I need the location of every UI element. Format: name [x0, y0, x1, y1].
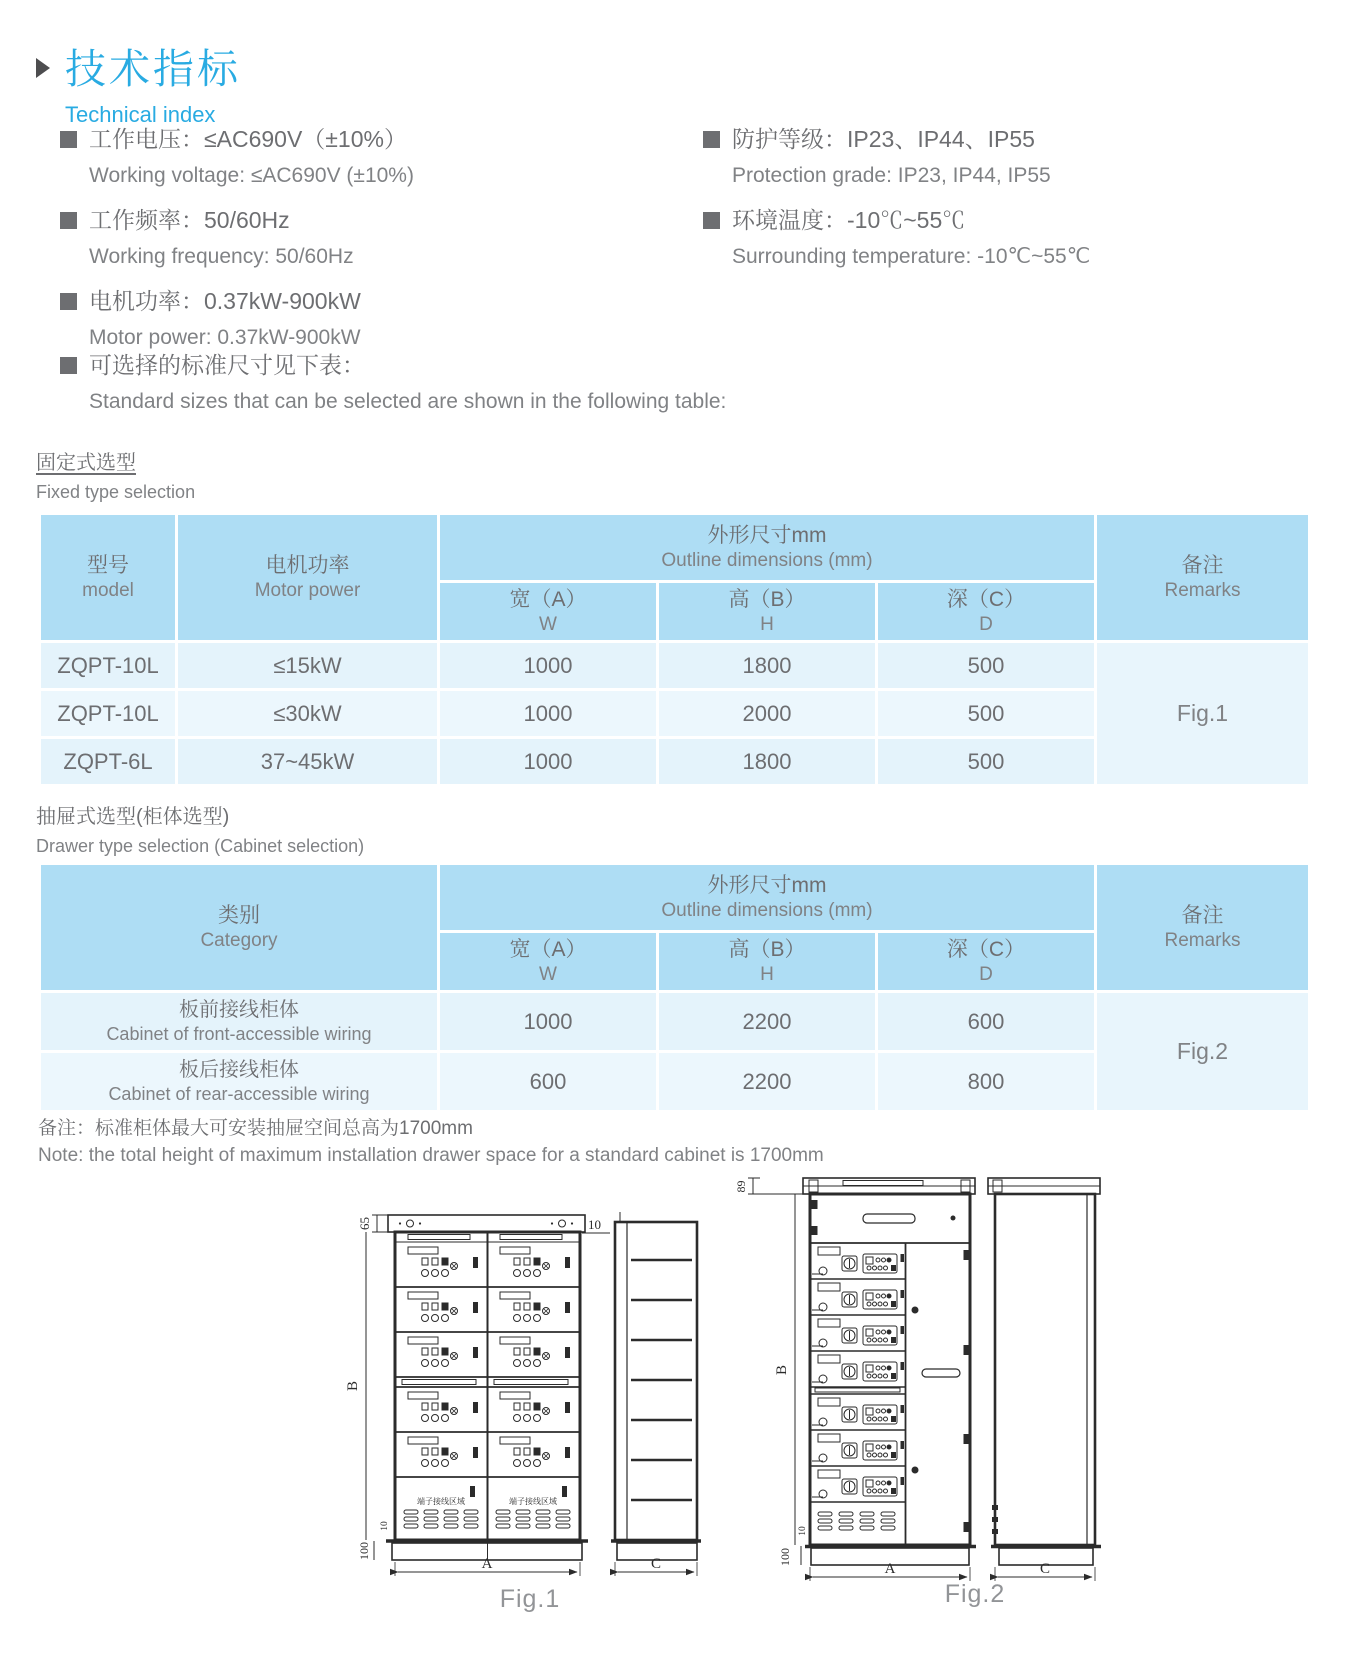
- cell-height: 2200: [658, 1052, 877, 1112]
- cell-width: 1000: [439, 992, 658, 1052]
- footnote-en: Note: the total height of maximum installation drawer space for a standard cabinet is 1700mm: [38, 1145, 824, 1166]
- spec-en-text: Standard sizes that can be selected are shown in the following table:: [89, 390, 727, 413]
- cell-depth: 600: [877, 992, 1096, 1052]
- cell-width: 1000: [439, 690, 658, 738]
- spec-surrounding-temperature: [703, 205, 1090, 272]
- section-arrow-icon: [36, 58, 50, 78]
- fig1-cabinet-drawing: [330, 1190, 710, 1580]
- fig1-caption: Fig.1: [499, 1585, 561, 1613]
- footnote: [38, 1116, 824, 1169]
- section-label-en: Drawer type selection (Cabinet selection): [36, 836, 365, 856]
- spec-en-text: Surrounding temperature: -10℃~55℃: [732, 245, 1091, 268]
- section-label-en: Fixed type selection: [36, 482, 196, 502]
- fig2-caption: Fig.2: [944, 1580, 1006, 1608]
- fig2-cabinet-drawing: [725, 1160, 1120, 1585]
- spec-protection-grade: [703, 124, 1090, 191]
- cell-height: 1800: [658, 738, 877, 786]
- col-header-width: 宽（A） W: [439, 582, 658, 642]
- cell-depth: 500: [877, 738, 1096, 786]
- bullet-icon: [703, 212, 720, 229]
- col-header-model: 型号 model: [40, 514, 177, 642]
- cell-model: ZQPT-10L: [40, 690, 177, 738]
- cell-power: ≤30kW: [177, 690, 439, 738]
- col-header-width: 宽（A） W: [439, 932, 658, 992]
- fig1-dim-width: A: [481, 1556, 493, 1572]
- cell-power: ≤15kW: [177, 642, 439, 690]
- spec-zh-text: 电机功率：0.37kW-900kW: [89, 288, 361, 314]
- col-header-height: 高（B） H: [658, 932, 877, 992]
- cell-width: 600: [439, 1052, 658, 1112]
- fig2-front-view: [803, 1178, 976, 1565]
- cell-height: 2000: [658, 690, 877, 738]
- fig1-dim-top-right: 10: [588, 1217, 601, 1232]
- fig2-dim-height: B: [774, 1364, 790, 1376]
- fig2-dimensions: [734, 1178, 1095, 1581]
- drawer-type-table: [38, 862, 1311, 1113]
- cell-depth: 500: [877, 642, 1096, 690]
- col-header-depth: 深（C） D: [877, 932, 1096, 992]
- cell-model: ZQPT-10L: [40, 642, 177, 690]
- col-header-height: 高（B） H: [658, 582, 877, 642]
- table-row: [40, 642, 1310, 690]
- fig1-dim-top: 65: [357, 1217, 372, 1230]
- cell-width: 1000: [439, 738, 658, 786]
- spec-zh-text: 环境温度：-10℃~55℃: [732, 207, 966, 233]
- footnote-zh: 备注：标准柜体最大可安装抽屉空间总高为1700mm: [38, 1118, 473, 1139]
- spec-list-left: [60, 124, 414, 367]
- spec-zh-text: 防护等级：IP23、IP44、IP55: [732, 126, 1035, 152]
- fig2-dim-depth: C: [1039, 1561, 1051, 1577]
- page-subtitle: Technical index: [65, 102, 216, 127]
- fig1-dim-height: B: [345, 1380, 361, 1392]
- fig2-dim-top: 89: [734, 1180, 748, 1193]
- spec-en-text: Working frequency: 50/60Hz: [89, 245, 354, 268]
- cell-category: 板后接线柜体 Cabinet of rear-accessible wiring: [40, 1052, 439, 1112]
- cell-remarks: Fig.2: [1096, 992, 1310, 1112]
- page-title: 技术指标: [65, 46, 241, 92]
- spec-working-voltage: [60, 124, 414, 191]
- spec-working-frequency: [60, 205, 414, 272]
- fig1-dim-gap: 10: [380, 1521, 390, 1531]
- terminal-area-label: 端子接线区域: [509, 1497, 557, 1506]
- fig2-dim-width: A: [884, 1561, 896, 1577]
- cell-height: 2200: [658, 992, 877, 1052]
- col-header-depth: 深（C） D: [877, 582, 1096, 642]
- fixed-type-section-label: [36, 446, 195, 503]
- spec-motor-power: [60, 286, 414, 353]
- spec-zh-text: 工作频率：50/60Hz: [89, 207, 290, 233]
- bullet-icon: [60, 293, 77, 310]
- bullet-icon: [60, 357, 77, 374]
- cell-remarks: Fig.1: [1096, 642, 1310, 786]
- col-header-remarks: 备注 Remarks: [1096, 864, 1310, 992]
- col-header-outline-dimensions: 外形尺寸mm Outline dimensions (mm): [439, 514, 1096, 582]
- spec-en-text: Working voltage: ≤AC690V (±10%): [89, 164, 414, 187]
- cell-category: 板前接线柜体 Cabinet of front-accessible wiring: [40, 992, 439, 1052]
- bullet-icon: [60, 131, 77, 148]
- col-header-category: 类别 Category: [40, 864, 439, 992]
- page-header: [36, 36, 241, 128]
- col-header-remarks: 备注 Remarks: [1096, 514, 1310, 642]
- fig2-dim-base: 100: [778, 1548, 792, 1566]
- spec-table-intro: [60, 350, 726, 417]
- cell-depth: 800: [877, 1052, 1096, 1112]
- fixed-type-table: [38, 512, 1311, 787]
- cell-height: 1800: [658, 642, 877, 690]
- col-header-motor-power: 电机功率 Motor power: [177, 514, 439, 642]
- terminal-area-label: 端子接线区域: [417, 1497, 465, 1506]
- spec-en-text: Motor power: 0.37kW-900kW: [89, 326, 361, 349]
- fig1-dim-depth: C: [650, 1556, 662, 1572]
- drawer-type-section-label: [36, 800, 364, 857]
- bullet-icon: [703, 131, 720, 148]
- fig1-side-view: [611, 1212, 701, 1560]
- spec-list-right: [703, 124, 1090, 286]
- spec-zh-text: 可选择的标准尺寸见下表：: [89, 352, 365, 378]
- cell-model: ZQPT-6L: [40, 738, 177, 786]
- section-label-zh: 抽屉式选型(柜体选型): [36, 806, 230, 828]
- bullet-icon: [60, 212, 77, 229]
- spec-en-text: Protection grade: IP23, IP44, IP55: [732, 164, 1051, 187]
- fig2-side-view: [988, 1178, 1101, 1565]
- fig2-dim-gap: 10: [798, 1526, 808, 1536]
- table-row: [40, 992, 1310, 1052]
- col-header-outline-dimensions: 外形尺寸mm Outline dimensions (mm): [439, 864, 1096, 932]
- cell-power: 37~45kW: [177, 738, 439, 786]
- fig1-dim-base: 100: [357, 1542, 371, 1560]
- spec-zh-text: 工作电压：≤AC690V（±10%）: [89, 126, 407, 152]
- cell-depth: 500: [877, 690, 1096, 738]
- fig1-dimensions: [345, 1215, 697, 1576]
- fig1-front-view: [386, 1215, 588, 1560]
- cell-width: 1000: [439, 642, 658, 690]
- section-label-zh: 固定式选型: [36, 452, 136, 474]
